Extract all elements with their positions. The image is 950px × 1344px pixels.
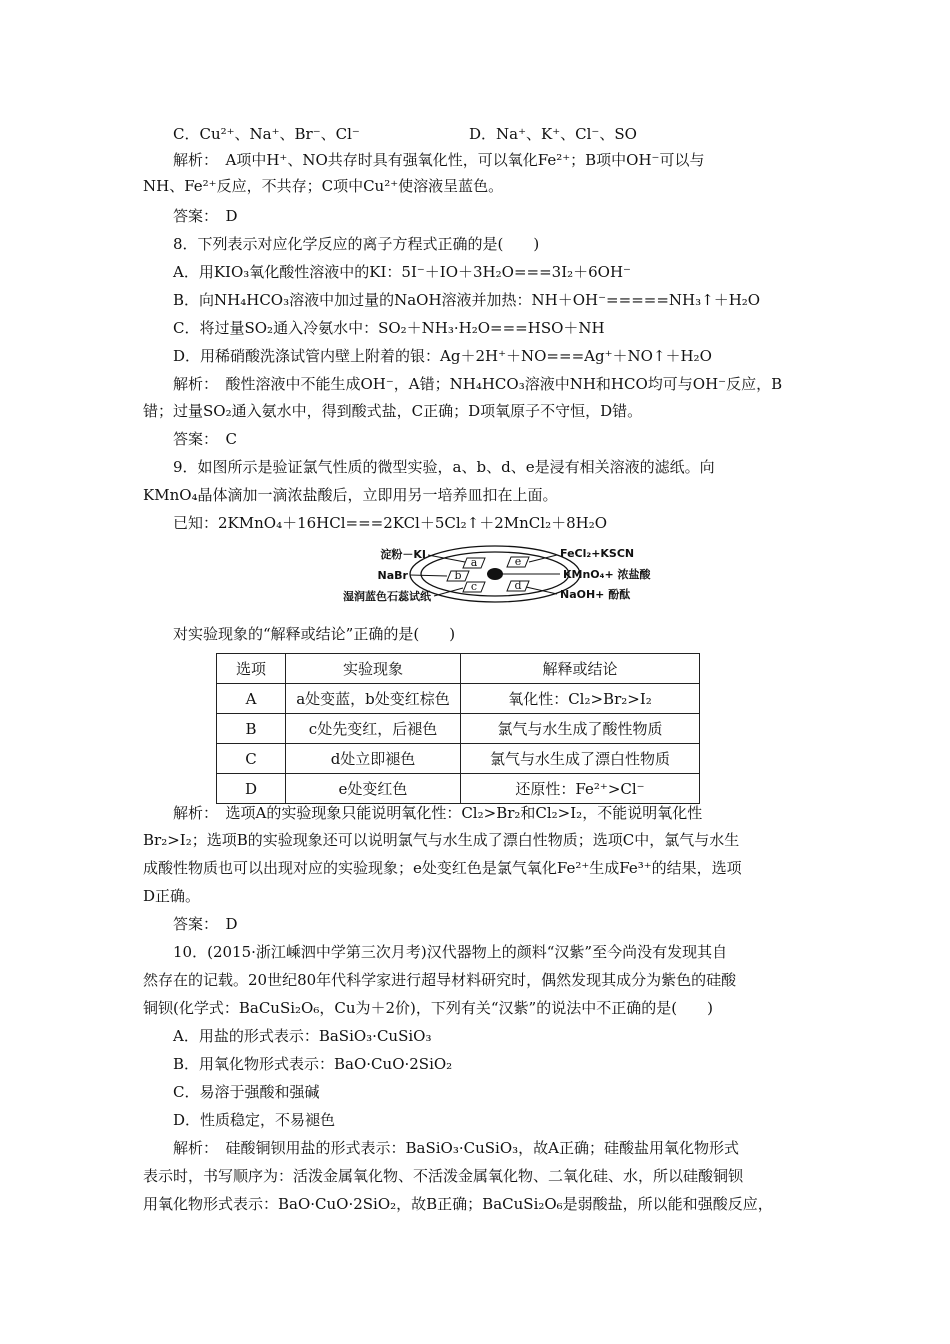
analysis-9-line3: 成酸性物质也可以出现对应的实验现象；e处变红色是氯气氧化Fe²⁺生成Fe³⁺的结果，选项 xyxy=(143,859,742,877)
option-c: C．Cu²⁺、Na⁺、Br⁻、Cl⁻ xyxy=(173,125,360,143)
question-9-stem-line2: KMnO₄晶体滴加一滴浓盐酸后，立即用另一培养皿扣在上面。 xyxy=(143,486,558,504)
table-header-row xyxy=(217,654,700,684)
answer-7: 答案： D xyxy=(173,207,238,225)
question-8-option-c: C．将过量SO₂通入冷氨水中：SO₂＋NH₃·H₂O===HSO＋NH xyxy=(173,319,605,337)
table-cell: d处立即褪色 xyxy=(286,744,461,774)
question-8-stem: 8．下列表示对应化学反应的离子方程式正确的是( ) xyxy=(173,235,540,253)
table-cell: A xyxy=(217,684,286,714)
results-table xyxy=(216,653,700,804)
table-row xyxy=(217,744,700,774)
header-conclusion: 解释或结论 xyxy=(461,654,700,684)
table-cell: D xyxy=(217,774,286,804)
table-cell: B xyxy=(217,714,286,744)
table-cell: c处先变红，后褪色 xyxy=(286,714,461,744)
table-row xyxy=(217,774,700,804)
label-naoh-phenol: NaOH+ 酚酞 xyxy=(560,588,631,601)
header-option: 选项 xyxy=(217,654,286,684)
paper-d: d xyxy=(514,579,522,592)
question-9-ask: 对实验现象的“解释或结论”正确的是( ) xyxy=(173,625,456,643)
label-kmno4-hcl: KMnO₄+ 浓盐酸 xyxy=(563,568,651,581)
paper-e: e xyxy=(514,555,522,568)
table-row xyxy=(217,684,700,714)
question-10-option-b: B．用氧化物形式表示：BaO·CuO·2SiO₂ xyxy=(173,1055,453,1073)
table-cell: 氧化性：Cl₂>Br₂>I₂ xyxy=(461,684,700,714)
paper-c: c xyxy=(470,580,478,593)
question-8-option-a: A．用KIO₃氧化酸性溶液中的KI：5I⁻＋IO＋3H₂O===3I₂＋6OH⁻ xyxy=(173,263,631,281)
analysis-10-line1: 解析： 硅酸铜钡用盐的形式表示：BaSiO₃·CuSiO₃，故A正确；硅酸盐用氧化物形式 xyxy=(173,1139,739,1157)
label-starch-ki: 淀粉－KI xyxy=(380,548,426,561)
analysis-8-line1: 解析： 酸性溶液中不能生成OH⁻，A错；NH₄HCO₃溶液中NH和HCO均可与OH⁻反应，B xyxy=(173,375,783,393)
table-cell: 氯气与水生成了漂白性物质 xyxy=(461,744,700,774)
analysis-10-line3: 用氧化物形式表示：BaO·CuO·2SiO₂，故B正确；BaCuSi₂O₆是弱酸盐，所以能和强酸反应， xyxy=(143,1195,773,1213)
question-10-option-d: D．性质稳定，不易褪色 xyxy=(173,1111,336,1129)
label-fecl2-kscn: FeCl₂+KSCN xyxy=(560,547,635,560)
analysis-9-line1: 解析： 选项A的实验现象只能说明氧化性：Cl₂>Br₂和Cl₂>I₂，不能说明氧化性 xyxy=(173,804,703,822)
table-cell: C xyxy=(217,744,286,774)
question-10-stem-line2: 然存在的记载。20世纪80年代科学家进行超导材料研究时，偶然发现其成分为紫色的硅酸 xyxy=(143,971,737,989)
question-10-option-a: A．用盐的形式表示：BaSiO₃·CuSiO₃ xyxy=(173,1027,432,1045)
label-blue-litmus: 湿润蓝色石蕊试纸 xyxy=(343,590,431,603)
header-phenomenon: 实验现象 xyxy=(286,654,461,684)
analysis-10-line2: 表示时，书写顺序为：活泼金属氧化物、不活泼金属氧化物、二氧化硅、水，所以硅酸铜钡 xyxy=(143,1167,744,1185)
question-9-given: 已知：2KMnO₄＋16HCl===2KCl＋5Cl₂↑＋2MnCl₂＋8H₂O xyxy=(173,514,608,532)
question-10-option-c: C．易溶于强酸和强碱 xyxy=(173,1083,320,1101)
paper-b: b xyxy=(454,569,462,582)
table-cell: a处变蓝，b处变红棕色 xyxy=(286,684,461,714)
question-10-stem-line3: 铜钡(化学式：BaCuSi₂O₆，Cu为＋2价)，下列有关“汉紫”的说法中不正确的是( ) xyxy=(143,999,713,1017)
analysis-9-line4: D正确。 xyxy=(143,887,201,905)
answer-8: 答案： C xyxy=(173,430,237,448)
table-cell: e处变红色 xyxy=(286,774,461,804)
analysis-8-line2: 错；过量SO₂通入氨水中，得到酸式盐，C正确；D项氧原子不守恒，D错。 xyxy=(143,402,643,420)
option-d: D．Na⁺、K⁺、Cl⁻、SO xyxy=(469,125,637,143)
table-cell: 还原性：Fe²⁺>Cl⁻ xyxy=(461,774,700,804)
question-8-option-b: B．向NH₄HCO₃溶液中加过量的NaOH溶液并加热：NH＋OH⁻=====NH₃↑＋H₂O xyxy=(173,291,761,309)
question-9-stem-line1: 9．如图所示是验证氯气性质的微型实验，a、b、d、e是浸有相关溶液的滤纸。向 xyxy=(173,458,715,476)
answer-9: 答案： D xyxy=(173,915,238,933)
petri-dish-diagram xyxy=(330,542,670,608)
analysis-9-line2: Br₂>I₂；选项B的实验现象还可以说明氯气与水生成了漂白性物质；选项C中，氯气与水生 xyxy=(143,831,740,849)
question-8-option-d: D．用稀硝酸洗涤试管内壁上附着的银：Ag＋2H⁺＋NO===Ag⁺＋NO↑＋H₂O xyxy=(173,347,712,365)
analysis-7-line1: 解析： A项中H⁺、NO共存时具有强氧化性，可以氧化Fe²⁺；B项中OH⁻可以与 xyxy=(173,151,705,169)
table-row xyxy=(217,714,700,744)
table-cell: 氯气与水生成了酸性物质 xyxy=(461,714,700,744)
question-10-stem-line1: 10．(2015·浙江嵊泗中学第三次月考)汉代器物上的颜料“汉紫”至今尚没有发现其自 xyxy=(173,943,728,961)
label-nabr: NaBr xyxy=(377,569,408,582)
paper-a: a xyxy=(470,556,478,569)
analysis-7-line2: NH、Fe²⁺反应，不共存；C项中Cu²⁺使溶液呈蓝色。 xyxy=(143,177,504,195)
kmno4-crystal xyxy=(487,568,503,580)
